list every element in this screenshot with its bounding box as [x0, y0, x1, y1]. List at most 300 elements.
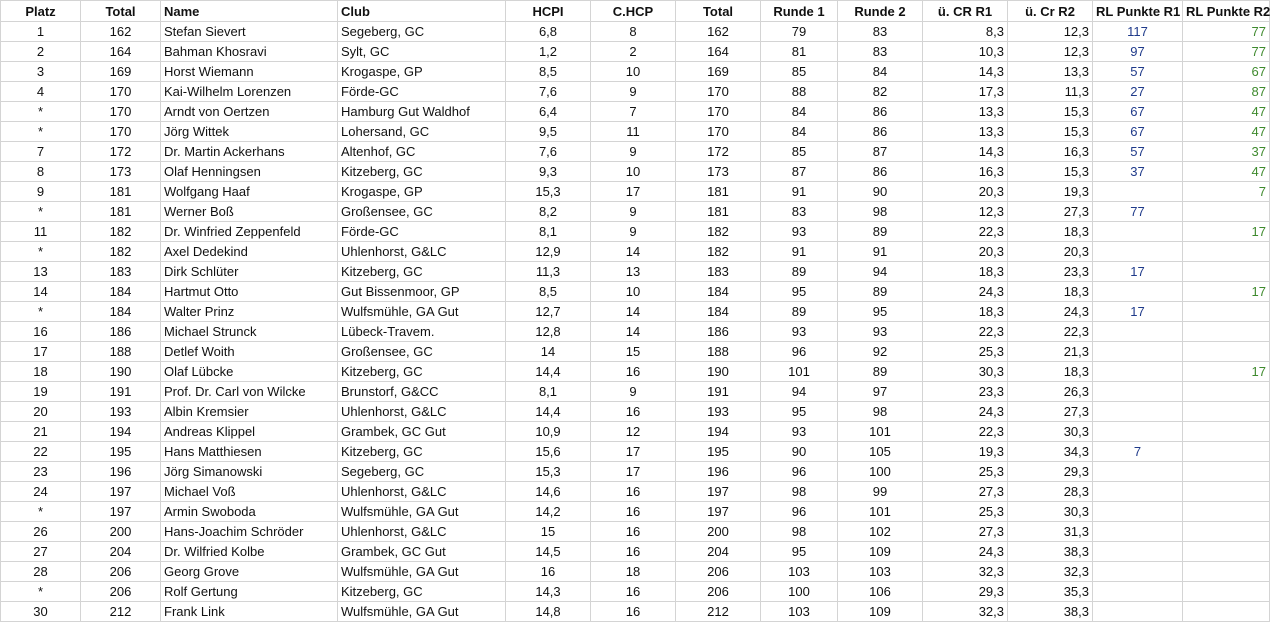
cell-total-2: 206	[676, 582, 761, 602]
cell-rl-r2	[1183, 522, 1270, 542]
cell-total: 173	[81, 162, 161, 182]
cell-cr-r1: 29,3	[923, 582, 1008, 602]
cell-name: Werner Boß	[161, 202, 338, 222]
cell-chcp: 10	[591, 62, 676, 82]
cell-rl-r1: 17	[1093, 302, 1183, 322]
cell-club: Krogaspe, GP	[338, 182, 506, 202]
header-platz: Platz	[1, 1, 81, 22]
cell-total-2: 204	[676, 542, 761, 562]
cell-runde-2: 101	[838, 422, 923, 442]
cell-runde-2: 98	[838, 402, 923, 422]
cell-cr-r1: 24,3	[923, 282, 1008, 302]
cell-cr-r2: 12,3	[1008, 42, 1093, 62]
cell-name: Prof. Dr. Carl von Wilcke	[161, 382, 338, 402]
cell-club: Uhlenhorst, G&LC	[338, 402, 506, 422]
cell-club: Wulfsmühle, GA Gut	[338, 502, 506, 522]
cell-rl-r1	[1093, 362, 1183, 382]
cell-runde-2: 95	[838, 302, 923, 322]
cell-platz: 2	[1, 42, 81, 62]
cell-hcpi: 14,2	[506, 502, 591, 522]
cell-rl-r2: 17	[1183, 222, 1270, 242]
cell-club: Grambek, GC Gut	[338, 422, 506, 442]
cell-runde-1: 103	[761, 562, 838, 582]
cell-name: Axel Dedekind	[161, 242, 338, 262]
cell-rl-r1	[1093, 382, 1183, 402]
cell-cr-r2: 13,3	[1008, 62, 1093, 82]
cell-cr-r2: 34,3	[1008, 442, 1093, 462]
cell-runde-2: 90	[838, 182, 923, 202]
cell-platz: 21	[1, 422, 81, 442]
cell-club: Förde-GC	[338, 222, 506, 242]
cell-hcpi: 8,1	[506, 382, 591, 402]
cell-runde-2: 93	[838, 322, 923, 342]
cell-hcpi: 1,2	[506, 42, 591, 62]
cell-runde-2: 94	[838, 262, 923, 282]
cell-cr-r1: 14,3	[923, 142, 1008, 162]
header-cr-r1: ü. CR R1	[923, 1, 1008, 22]
cell-rl-r2: 47	[1183, 122, 1270, 142]
cell-rl-r1: 27	[1093, 82, 1183, 102]
cell-chcp: 9	[591, 142, 676, 162]
cell-cr-r1: 14,3	[923, 62, 1008, 82]
cell-platz: 8	[1, 162, 81, 182]
cell-platz: 13	[1, 262, 81, 282]
cell-name: Horst Wiemann	[161, 62, 338, 82]
cell-runde-1: 100	[761, 582, 838, 602]
cell-total: 197	[81, 502, 161, 522]
cell-rl-r2: 77	[1183, 42, 1270, 62]
cell-total: 170	[81, 122, 161, 142]
cell-runde-2: 91	[838, 242, 923, 262]
cell-rl-r1	[1093, 502, 1183, 522]
cell-rl-r2: 47	[1183, 102, 1270, 122]
cell-hcpi: 12,7	[506, 302, 591, 322]
cell-name: Dirk Schlüter	[161, 262, 338, 282]
cell-runde-1: 103	[761, 602, 838, 622]
cell-platz: 20	[1, 402, 81, 422]
cell-name: Albin Kremsier	[161, 402, 338, 422]
cell-total-2: 170	[676, 102, 761, 122]
cell-hcpi: 14,8	[506, 602, 591, 622]
cell-hcpi: 14,6	[506, 482, 591, 502]
cell-runde-1: 101	[761, 362, 838, 382]
cell-cr-r1: 13,3	[923, 102, 1008, 122]
table-row	[1, 302, 1270, 322]
cell-platz: 26	[1, 522, 81, 542]
cell-name: Michael Strunck	[161, 322, 338, 342]
cell-total-2: 191	[676, 382, 761, 402]
cell-rl-r1	[1093, 322, 1183, 342]
cell-runde-1: 85	[761, 62, 838, 82]
cell-total: 204	[81, 542, 161, 562]
cell-rl-r2	[1183, 202, 1270, 222]
cell-name: Jörg Wittek	[161, 122, 338, 142]
cell-chcp: 18	[591, 562, 676, 582]
cell-cr-r2: 18,3	[1008, 222, 1093, 242]
cell-runde-1: 95	[761, 402, 838, 422]
cell-hcpi: 16	[506, 562, 591, 582]
cell-cr-r2: 11,3	[1008, 82, 1093, 102]
cell-cr-r1: 17,3	[923, 82, 1008, 102]
cell-name: Hans Matthiesen	[161, 442, 338, 462]
cell-name: Kai-Wilhelm Lorenzen	[161, 82, 338, 102]
cell-club: Kitzeberg, GC	[338, 162, 506, 182]
table-row	[1, 442, 1270, 462]
table-row	[1, 542, 1270, 562]
cell-runde-2: 105	[838, 442, 923, 462]
cell-cr-r1: 16,3	[923, 162, 1008, 182]
cell-name: Jörg Simanowski	[161, 462, 338, 482]
cell-total: 181	[81, 202, 161, 222]
cell-total: 188	[81, 342, 161, 362]
cell-runde-2: 86	[838, 162, 923, 182]
cell-cr-r2: 15,3	[1008, 122, 1093, 142]
cell-chcp: 10	[591, 282, 676, 302]
cell-platz: 23	[1, 462, 81, 482]
cell-rl-r1: 17	[1093, 262, 1183, 282]
cell-platz: 18	[1, 362, 81, 382]
cell-total: 162	[81, 22, 161, 42]
cell-cr-r2: 29,3	[1008, 462, 1093, 482]
cell-runde-1: 87	[761, 162, 838, 182]
cell-rl-r1: 37	[1093, 162, 1183, 182]
cell-chcp: 16	[591, 582, 676, 602]
cell-runde-1: 96	[761, 462, 838, 482]
cell-platz: *	[1, 102, 81, 122]
cell-runde-2: 109	[838, 542, 923, 562]
table-body	[1, 22, 1270, 622]
cell-cr-r2: 27,3	[1008, 402, 1093, 422]
cell-hcpi: 15	[506, 522, 591, 542]
cell-total-2: 200	[676, 522, 761, 542]
cell-hcpi: 6,8	[506, 22, 591, 42]
cell-hcpi: 15,3	[506, 182, 591, 202]
cell-cr-r2: 19,3	[1008, 182, 1093, 202]
cell-total-2: 196	[676, 462, 761, 482]
cell-chcp: 14	[591, 242, 676, 262]
cell-total: 190	[81, 362, 161, 382]
cell-hcpi: 15,3	[506, 462, 591, 482]
cell-rl-r1: 67	[1093, 102, 1183, 122]
cell-cr-r2: 27,3	[1008, 202, 1093, 222]
table-row	[1, 582, 1270, 602]
cell-runde-2: 100	[838, 462, 923, 482]
cell-total: 184	[81, 302, 161, 322]
cell-name: Walter Prinz	[161, 302, 338, 322]
cell-runde-1: 96	[761, 502, 838, 522]
cell-cr-r2: 24,3	[1008, 302, 1093, 322]
header-club: Club	[338, 1, 506, 22]
cell-platz: *	[1, 302, 81, 322]
cell-total: 194	[81, 422, 161, 442]
cell-runde-1: 83	[761, 202, 838, 222]
cell-chcp: 17	[591, 182, 676, 202]
cell-platz: 7	[1, 142, 81, 162]
cell-cr-r1: 30,3	[923, 362, 1008, 382]
cell-cr-r1: 22,3	[923, 322, 1008, 342]
cell-name: Georg Grove	[161, 562, 338, 582]
cell-club: Wulfsmühle, GA Gut	[338, 302, 506, 322]
table-row	[1, 482, 1270, 502]
cell-total: 212	[81, 602, 161, 622]
cell-cr-r2: 15,3	[1008, 102, 1093, 122]
cell-total: 172	[81, 142, 161, 162]
cell-rl-r2	[1183, 342, 1270, 362]
cell-chcp: 16	[591, 482, 676, 502]
cell-total: 196	[81, 462, 161, 482]
cell-total: 169	[81, 62, 161, 82]
cell-rl-r2	[1183, 562, 1270, 582]
cell-platz: 16	[1, 322, 81, 342]
table-row	[1, 422, 1270, 442]
cell-club: Kitzeberg, GC	[338, 442, 506, 462]
cell-chcp: 13	[591, 262, 676, 282]
cell-chcp: 11	[591, 122, 676, 142]
cell-hcpi: 8,5	[506, 282, 591, 302]
cell-cr-r2: 22,3	[1008, 322, 1093, 342]
cell-club: Uhlenhorst, G&LC	[338, 242, 506, 262]
cell-name: Stefan Sievert	[161, 22, 338, 42]
cell-runde-1: 85	[761, 142, 838, 162]
cell-club: Wulfsmühle, GA Gut	[338, 602, 506, 622]
cell-name: Wolfgang Haaf	[161, 182, 338, 202]
cell-platz: *	[1, 242, 81, 262]
cell-cr-r1: 25,3	[923, 342, 1008, 362]
cell-total: 184	[81, 282, 161, 302]
cell-total: 182	[81, 222, 161, 242]
cell-rl-r1	[1093, 482, 1183, 502]
cell-total-2: 173	[676, 162, 761, 182]
cell-rl-r1: 97	[1093, 42, 1183, 62]
cell-cr-r1: 27,3	[923, 522, 1008, 542]
cell-chcp: 2	[591, 42, 676, 62]
cell-hcpi: 8,1	[506, 222, 591, 242]
cell-runde-1: 91	[761, 182, 838, 202]
cell-cr-r2: 18,3	[1008, 362, 1093, 382]
header-chcp: C.HCP	[591, 1, 676, 22]
cell-chcp: 16	[591, 522, 676, 542]
cell-cr-r1: 25,3	[923, 502, 1008, 522]
cell-total-2: 182	[676, 222, 761, 242]
cell-platz: 19	[1, 382, 81, 402]
cell-cr-r2: 21,3	[1008, 342, 1093, 362]
cell-chcp: 14	[591, 302, 676, 322]
cell-cr-r1: 20,3	[923, 242, 1008, 262]
header-cr-r2: ü. Cr R2	[1008, 1, 1093, 22]
table-row	[1, 22, 1270, 42]
cell-total-2: 182	[676, 242, 761, 262]
cell-rl-r2	[1183, 322, 1270, 342]
header-row	[1, 1, 1270, 22]
cell-chcp: 9	[591, 202, 676, 222]
cell-runde-1: 89	[761, 302, 838, 322]
cell-name: Rolf Gertung	[161, 582, 338, 602]
cell-cr-r1: 25,3	[923, 462, 1008, 482]
cell-rl-r1	[1093, 222, 1183, 242]
cell-rl-r2	[1183, 482, 1270, 502]
cell-cr-r2: 26,3	[1008, 382, 1093, 402]
cell-runde-2: 97	[838, 382, 923, 402]
cell-rl-r1: 67	[1093, 122, 1183, 142]
cell-rl-r1	[1093, 402, 1183, 422]
cell-cr-r2: 18,3	[1008, 282, 1093, 302]
cell-platz: 28	[1, 562, 81, 582]
cell-rl-r2	[1183, 502, 1270, 522]
cell-cr-r2: 16,3	[1008, 142, 1093, 162]
table-row	[1, 42, 1270, 62]
cell-total-2: 164	[676, 42, 761, 62]
cell-platz: 4	[1, 82, 81, 102]
cell-rl-r2	[1183, 542, 1270, 562]
cell-cr-r2: 28,3	[1008, 482, 1093, 502]
table-row	[1, 282, 1270, 302]
cell-runde-2: 83	[838, 22, 923, 42]
cell-club: Wulfsmühle, GA Gut	[338, 562, 506, 582]
cell-rl-r2	[1183, 442, 1270, 462]
cell-total-2: 184	[676, 282, 761, 302]
cell-rl-r1: 57	[1093, 62, 1183, 82]
table-row	[1, 162, 1270, 182]
cell-chcp: 16	[591, 502, 676, 522]
header-runde-2: Runde 2	[838, 1, 923, 22]
cell-cr-r1: 24,3	[923, 402, 1008, 422]
cell-rl-r1	[1093, 282, 1183, 302]
cell-total-2: 212	[676, 602, 761, 622]
cell-name: Dr. Winfried Zeppenfeld	[161, 222, 338, 242]
cell-runde-2: 92	[838, 342, 923, 362]
cell-total-2: 194	[676, 422, 761, 442]
cell-chcp: 12	[591, 422, 676, 442]
cell-runde-1: 93	[761, 322, 838, 342]
cell-name: Michael Voß	[161, 482, 338, 502]
table-row	[1, 62, 1270, 82]
cell-rl-r2	[1183, 402, 1270, 422]
cell-total-2: 183	[676, 262, 761, 282]
cell-cr-r2: 38,3	[1008, 542, 1093, 562]
cell-hcpi: 9,3	[506, 162, 591, 182]
cell-hcpi: 14,3	[506, 582, 591, 602]
cell-platz: 9	[1, 182, 81, 202]
cell-rl-r1: 77	[1093, 202, 1183, 222]
cell-chcp: 16	[591, 542, 676, 562]
table-row	[1, 322, 1270, 342]
cell-club: Segeberg, GC	[338, 462, 506, 482]
cell-cr-r2: 15,3	[1008, 162, 1093, 182]
cell-hcpi: 12,8	[506, 322, 591, 342]
cell-total-2: 193	[676, 402, 761, 422]
cell-total-2: 190	[676, 362, 761, 382]
cell-total: 206	[81, 562, 161, 582]
cell-runde-2: 84	[838, 62, 923, 82]
table-row	[1, 342, 1270, 362]
cell-runde-2: 89	[838, 282, 923, 302]
cell-total: 181	[81, 182, 161, 202]
cell-chcp: 7	[591, 102, 676, 122]
cell-rl-r1	[1093, 422, 1183, 442]
cell-platz: 22	[1, 442, 81, 462]
cell-rl-r1: 57	[1093, 142, 1183, 162]
cell-platz: *	[1, 122, 81, 142]
cell-rl-r2: 37	[1183, 142, 1270, 162]
cell-club: Uhlenhorst, G&LC	[338, 522, 506, 542]
cell-total: 193	[81, 402, 161, 422]
cell-total-2: 206	[676, 562, 761, 582]
cell-runde-1: 91	[761, 242, 838, 262]
cell-runde-1: 84	[761, 122, 838, 142]
cell-platz: 11	[1, 222, 81, 242]
cell-total-2: 186	[676, 322, 761, 342]
cell-runde-1: 95	[761, 542, 838, 562]
cell-runde-1: 98	[761, 522, 838, 542]
cell-total-2: 172	[676, 142, 761, 162]
cell-platz: *	[1, 582, 81, 602]
cell-rl-r2: 77	[1183, 22, 1270, 42]
cell-name: Hartmut Otto	[161, 282, 338, 302]
cell-rl-r2	[1183, 582, 1270, 602]
cell-total-2: 195	[676, 442, 761, 462]
cell-total-2: 181	[676, 202, 761, 222]
cell-total: 170	[81, 82, 161, 102]
cell-rl-r2	[1183, 462, 1270, 482]
cell-name: Dr. Wilfried Kolbe	[161, 542, 338, 562]
cell-total: 186	[81, 322, 161, 342]
cell-club: Kitzeberg, GC	[338, 362, 506, 382]
cell-chcp: 17	[591, 442, 676, 462]
cell-club: Uhlenhorst, G&LC	[338, 482, 506, 502]
cell-rl-r1	[1093, 522, 1183, 542]
cell-chcp: 9	[591, 382, 676, 402]
cell-rl-r1	[1093, 342, 1183, 362]
cell-hcpi: 12,9	[506, 242, 591, 262]
cell-name: Olaf Lübcke	[161, 362, 338, 382]
cell-runde-2: 103	[838, 562, 923, 582]
cell-total-2: 197	[676, 502, 761, 522]
cell-runde-2: 86	[838, 122, 923, 142]
cell-cr-r1: 13,3	[923, 122, 1008, 142]
cell-rl-r2: 17	[1183, 362, 1270, 382]
cell-total: 191	[81, 382, 161, 402]
table-row	[1, 202, 1270, 222]
cell-runde-1: 84	[761, 102, 838, 122]
cell-rl-r2	[1183, 262, 1270, 282]
cell-rl-r1: 7	[1093, 442, 1183, 462]
cell-chcp: 17	[591, 462, 676, 482]
header-rl-r1: RL Punkte R1	[1093, 1, 1183, 22]
cell-runde-2: 99	[838, 482, 923, 502]
cell-cr-r2: 20,3	[1008, 242, 1093, 262]
cell-cr-r2: 12,3	[1008, 22, 1093, 42]
cell-rl-r1: 117	[1093, 22, 1183, 42]
cell-hcpi: 7,6	[506, 82, 591, 102]
cell-rl-r2	[1183, 382, 1270, 402]
table-row	[1, 382, 1270, 402]
cell-cr-r1: 27,3	[923, 482, 1008, 502]
cell-total-2: 170	[676, 82, 761, 102]
cell-rl-r1	[1093, 242, 1183, 262]
cell-runde-1: 89	[761, 262, 838, 282]
cell-club: Hamburg Gut Waldhof	[338, 102, 506, 122]
cell-runde-1: 81	[761, 42, 838, 62]
table-row	[1, 402, 1270, 422]
cell-runde-1: 94	[761, 382, 838, 402]
cell-cr-r1: 22,3	[923, 222, 1008, 242]
cell-rl-r2: 7	[1183, 182, 1270, 202]
cell-rl-r1	[1093, 182, 1183, 202]
header-total: Total	[81, 1, 161, 22]
cell-runde-1: 93	[761, 222, 838, 242]
cell-hcpi: 6,4	[506, 102, 591, 122]
cell-platz: 1	[1, 22, 81, 42]
